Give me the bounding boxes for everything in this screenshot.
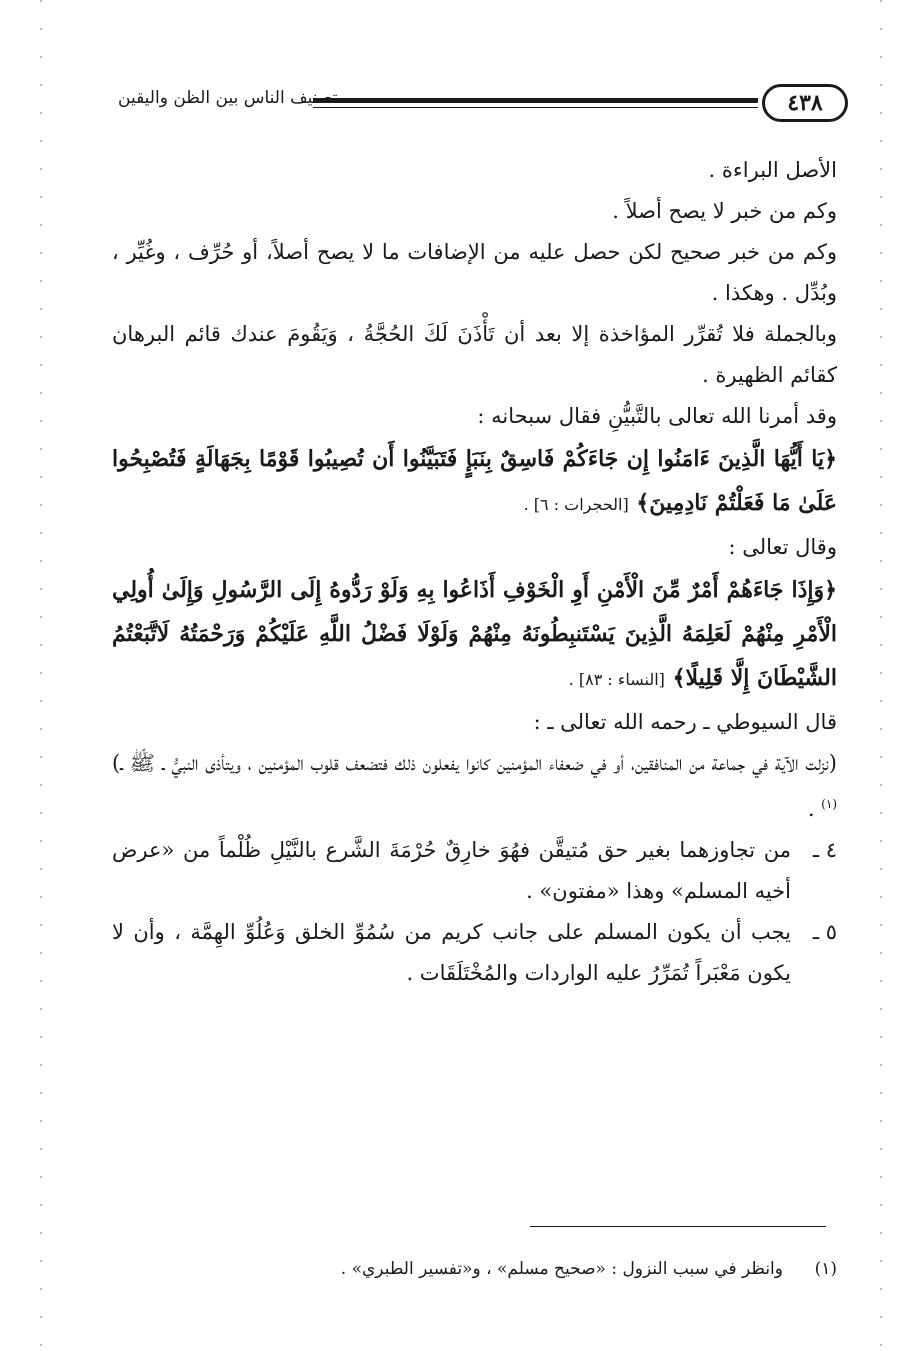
- item-text: من تجاوزهما بغير حق مُتيقَّن فهُوَ خارِقٌ حُرْمَةَ الشَّرع بالنَّيْلِ ظُلْماً من «عرض أخيه المسلم» وهذا «مفتون» .: [112, 838, 791, 903]
- verse-text: ﴿وَإِذَا جَاءَهُمْ أَمْرٌ مِّنَ الْأَمْنِ أَوِ الْخَوْفِ أَذَاعُوا بِهِ وَلَوْ رَدُّوهُ إِلَى الرَّسُولِ وَإِلَىٰ أُولِي الْأَمْرِ مِنْهُمْ لَعَلِمَهُ الَّذِينَ يَسْتَنبِطُونَهُ مِنْهُمْ وَلَوْلَا فَضْلُ اللَّهِ عَلَيْكُمْ وَرَحْمَتُهُ لَاتَّبَعْتُمُ الشَّيْطَانَ إِلَّا قَلِيلًا﴾: [112, 577, 837, 691]
- page-number: ٤٣٨: [762, 84, 848, 122]
- quran-verse: [112, 568, 837, 702]
- header-rule: [313, 98, 758, 103]
- paragraph: وقد أمرنا الله تعالى بالتَّبيُّنِ فقال سبحانه :: [477, 404, 837, 428]
- quotation: [112, 743, 837, 830]
- quran-verse: [112, 437, 837, 527]
- verse-reference: [النساء : ٨٣] .: [568, 670, 665, 689]
- running-title: تصنيف الناس بين الظن واليقين: [118, 88, 338, 108]
- footnote-text: وانظر في سبب النزول : «صحيح مسلم» ، و«تفسير الطبري» .: [340, 1259, 783, 1279]
- margin-guide: [880, 0, 882, 1351]
- verse-text: ﴿يَا أَيُّهَا الَّذِينَ ءَامَنُوا إِن جَاءَكُمْ فَاسِقٌ بِنَبَإٍ فَتَبَيَّنُوا أَن تُصِيبُوا قَوْمًا بِجَهَالَةٍ فَتُصْبِحُوا عَلَىٰ مَا فَعَلْتُمْ نَادِمِينَ﴾: [112, 446, 837, 516]
- footnote: [112, 1256, 837, 1282]
- quote-end: .: [807, 797, 822, 821]
- footnote-separator: [530, 1226, 826, 1227]
- quote-text: (نزلت الآية في جماعة من المنافقين، أو في ضعفاء المؤمنين كانوا يفعلون ذلك فتضعف قلوب المؤمنين ، ويتأذى النبيُّ ـ ﷺ ـ): [112, 751, 837, 775]
- item-number: ٥ ـ: [812, 920, 837, 944]
- item-number: ٤ ـ: [812, 838, 837, 862]
- page-header: [118, 84, 848, 124]
- paragraph: قال السيوطي ـ رحمه الله تعالى ـ :: [533, 710, 837, 734]
- paragraph: الأصل البراءة .: [708, 158, 837, 182]
- paragraph: وبالجملة فلا تُقرِّر المؤاخذة إلا بعد أن تَأْذَنَ لَكَ الحُجَّةُ ، وَيَقُومَ عندك قائم البرهان كقائم الظهيرة .: [112, 322, 837, 387]
- footnote-number: (١): [814, 1259, 837, 1279]
- footnote-marker: (١): [821, 797, 837, 811]
- item-text: يجب أن يكون المسلم على جانب كريم من سُمُوِّ الخلق وَعُلُوِّ الهِمَّة ، وأن لا يكون مَعْبَراً تُمَرِّرُ عليه الواردات والمُخْتَلَقَات .: [112, 920, 791, 985]
- list-item: [112, 912, 837, 994]
- paragraph: وقال تعالى :: [728, 535, 837, 559]
- main-text: [112, 150, 837, 994]
- list-item: [112, 830, 837, 912]
- margin-guide: [40, 0, 42, 1351]
- header-rule-thin: [313, 107, 758, 108]
- paragraph: وكم من خبر صحيح لكن حصل عليه من الإضافات ما لا يصح أصلاً، أو حُرِّف ، وغُيِّر ، وبُدِّل . وهكذا .: [112, 240, 837, 305]
- paragraph: وكم من خبر لا يصح أصلاً .: [612, 199, 837, 223]
- verse-reference: [الحجرات : ٦] .: [523, 495, 629, 514]
